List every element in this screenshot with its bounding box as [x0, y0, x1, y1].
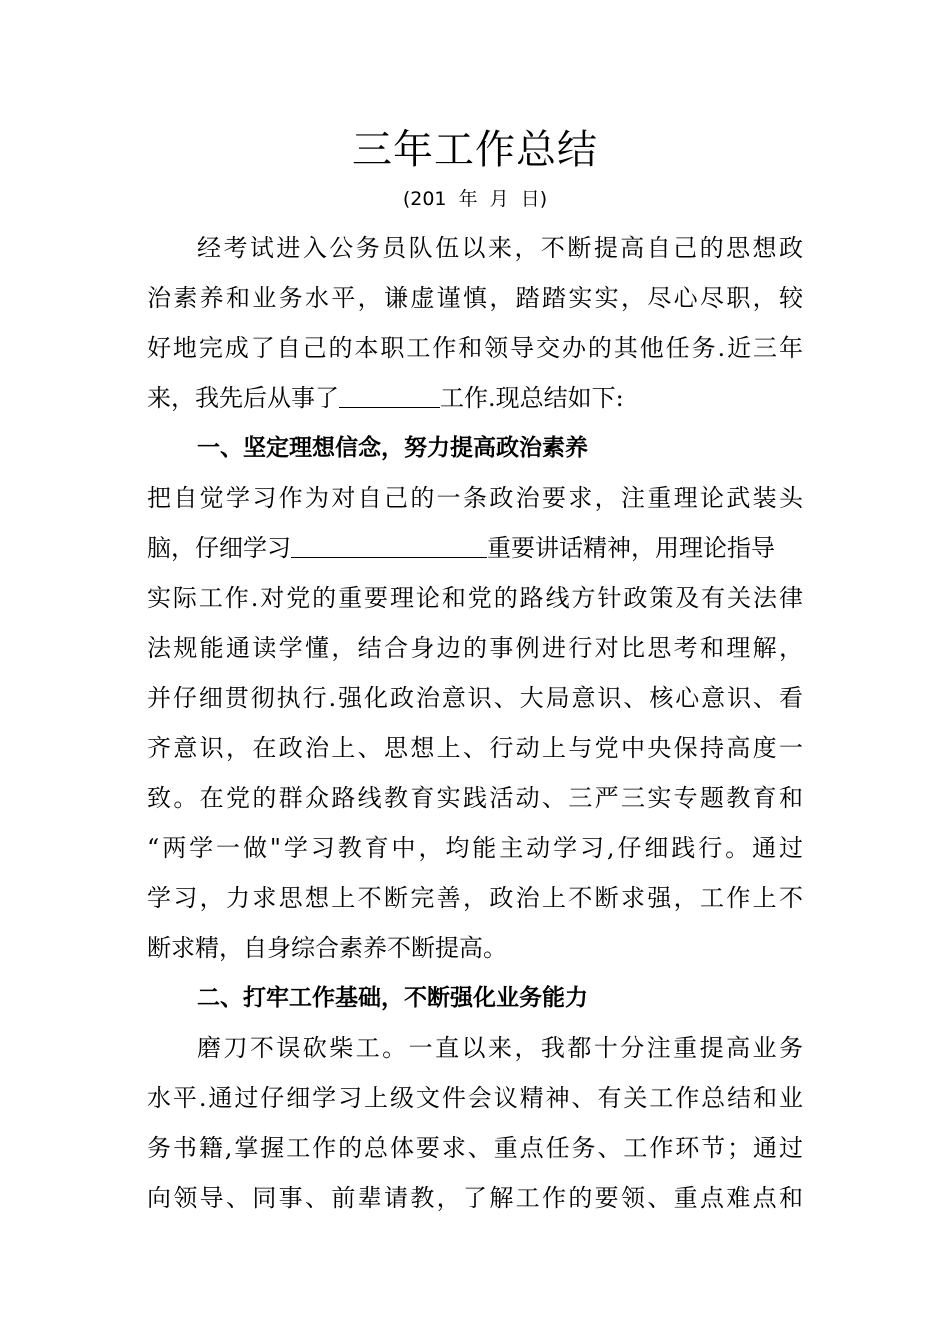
paragraph-line: 法规能通读学懂，结合身边的事例进行对比思考和理解， [147, 634, 803, 662]
paragraph-line: 经考试进入公务员队伍以来，不断提高自己的思想政 [197, 234, 803, 262]
paragraph-line: 磨刀不误砍柴工。一直以来，我都十分注重提高业务 [197, 1034, 803, 1062]
paragraph-line: 致。在党的群众路线教育实践活动、三严三实专题教育和 [147, 784, 803, 812]
section-heading: 二、打牢工作基础，不断强化业务能力 [197, 985, 588, 1011]
paragraph-line: 务书籍,掌握工作的总体要求、重点任务、工作环节；通过 [147, 1134, 803, 1162]
line-text: 脑，仔细学习 [147, 534, 291, 562]
paragraph-line: 实际工作.对党的重要理论和党的路线方针政策及有关法律 [147, 584, 803, 612]
line-text: 来，我先后从事了 [147, 384, 339, 412]
line-text: 工作.现总结如下: [440, 384, 624, 412]
paragraph-line: 把自觉学习作为对自己的一条政治要求，注重理论武装头 [147, 484, 803, 512]
section-heading: 一、坚定理想信念，努力提高政治素养 [197, 435, 588, 461]
paragraph-line: 治素养和业务水平，谦虚谨慎，踏踏实实，尽心尽职，较 [147, 284, 803, 312]
paragraph-line: 水平.通过仔细学习上级文件会议精神、有关工作总结和业 [147, 1084, 803, 1112]
paragraph-line: 向领导、同事、前辈请教，了解工作的要领、重点难点和 [147, 1184, 803, 1212]
paragraph-line: 好地完成了自己的本职工作和领导交办的其他任务.近三年 [147, 334, 803, 362]
document-title: 三年工作总结 [352, 127, 598, 173]
paragraph-line: 并仔细贯彻执行.强化政治意识、大局意识、核心意识、看 [147, 684, 803, 712]
line-text: 重要讲话精神，用理论指导 [487, 534, 775, 562]
paragraph-line [147, 383, 803, 413]
paragraph-line: 断求精，自身综合素养不断提高。 [147, 934, 507, 962]
paragraph-line: “两学一做"学习教育中，均能主动学习,仔细践行。通过 [147, 834, 803, 862]
fill-in-blank [291, 533, 487, 558]
paragraph-line [147, 533, 803, 563]
paragraph-line: 学习，力求思想上不断完善，政治上不断求强，工作上不 [147, 884, 803, 912]
date-line: (201 年 月 日) [402, 188, 548, 210]
paragraph-line: 齐意识，在政治上、思想上、行动上与党中央保持高度一 [147, 734, 803, 762]
fill-in-blank [339, 383, 440, 408]
